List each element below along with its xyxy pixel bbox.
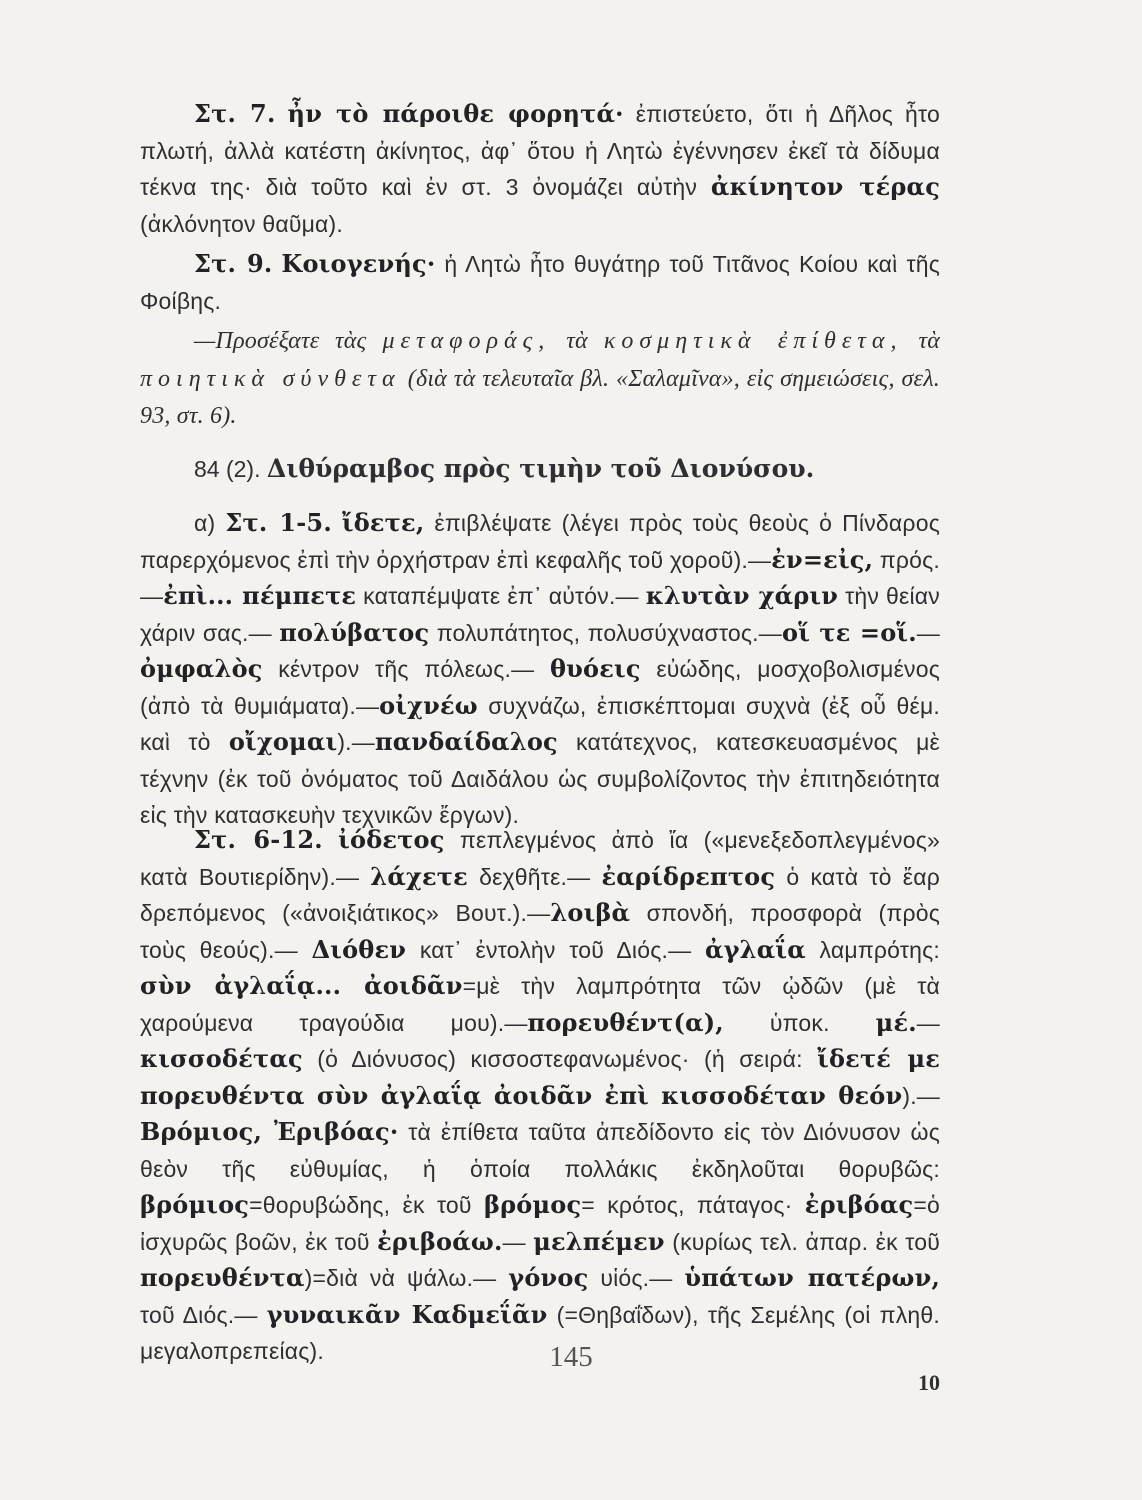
gloss: = κρότος, πάταγος· <box>581 1192 805 1218</box>
note-text: —Προσέξατε τὰς <box>194 328 367 354</box>
lemma: μελπέμεν <box>533 1226 665 1256</box>
gloss: τὰ ἐπίθετα ταῦτα ἀπεδίδοντο εἰς τὸν Διόνυσον ὡς θεὸν τῆς εὐθυμίας, ἡ ὁποία πολλάκις ἐκδηλοῦται θορυβῶς: <box>140 1119 940 1182</box>
emphasis-spaced: κοσμητικὰ ἐπίθετα, <box>603 328 903 354</box>
lemma: ἐν=εἰς, <box>771 544 874 574</box>
gloss: ἐπιβλέψατε (λέγει πρὸς τοὺς θεοὺς ὁ Πίνδαρος παρερχόμενος ἐπὶ τὴν ὀρχήστραν ἐπὶ κεφαλῆς τοῦ χοροῦ).— <box>140 510 940 573</box>
lemma: ἐριβοάω. <box>377 1226 503 1256</box>
lemma: ἐπὶ... πέμπετε <box>163 581 357 610</box>
lemma: λοιβὰ <box>550 898 631 927</box>
lemma: ἴδετέ με πορευθέντα σὺν ἀγλαΐᾳ ἀοιδᾶν ἐπὶ κισσοδέταν θεόν <box>140 1044 941 1110</box>
gloss: =θορυβώδης, ἐκ τοῦ <box>249 1192 484 1218</box>
note-text: (διὰ τὰ τελευταῖα βλ. «Σαλαμῖνα», εἰς σημειώσεις, σελ. 93, στ. 6). <box>140 365 940 429</box>
lemma: ἐριβόας <box>804 1190 914 1219</box>
paragraph-st6-12 <box>140 822 940 1370</box>
section-number: 84 (2). <box>194 456 261 482</box>
gloss: (κυρίως τελ. ἀπαρ. ἐκ τοῦ <box>664 1228 940 1255</box>
gloss: ).— <box>337 729 375 755</box>
gloss: — <box>916 1009 940 1036</box>
verse-ref: Στ. 1-5. <box>225 508 332 537</box>
gloss: ὁ κατὰ τὸ ἔαρ δρεπόμενος («ἀνοιξιάτικος» Βουτ.).— <box>140 863 940 926</box>
lemma: ὀμφαλὸς <box>140 654 263 683</box>
gloss: (ὁ Διόνυσος) κισσοστεφανωμένος· (ἡ σειρά: <box>302 1046 818 1072</box>
lemma: Κοιογενής· <box>281 249 436 278</box>
lemma: πανδαίδαλος <box>374 727 558 756</box>
gloss: (=Θηβαΐδων), τῆς Σεμέλης (οἱ πληθ. μεγαλοπρεπείας). <box>140 1301 941 1364</box>
gloss: ).— <box>902 1082 940 1109</box>
item-marker: α) <box>194 510 216 536</box>
paragraph-note <box>140 322 940 435</box>
gloss: =ὁ ἰσχυρῶς βοῶν, ἐκ τοῦ <box>140 1192 940 1255</box>
gloss: ἐπιστεύετο, ὅτι ἡ Δῆλος ἦτο πλωτή, ἀλλὰ κατέστη ἀκίνητος, ἀφ᾽ ὅτου ἡ Λητὼ ἐγέννησεν ἐκεῖ τὰ δίδυμα τέκνα της· διὰ τοῦτο καὶ ἐν στ. 3 ὀνομάζει αὐτὴν <box>140 101 940 200</box>
emphasis-spaced: ποιητικὰ σύνθετα <box>140 365 401 392</box>
lemma: Διόθεν <box>311 934 407 964</box>
note-text: τὰ <box>918 328 941 354</box>
lemma: πορευθέντ(α), <box>527 1007 724 1037</box>
gloss: κατάτεχνος, κατεσκευασμένος μὲ τέχνην (ἐκ τοῦ ὀνόματος τοῦ Δαιδάλου ὡς συμβολίζοντος τὴν ἐπιτηδειότητα εἰς τὴν κατασκευὴν τεχνικῶν ἔργων). <box>140 729 940 828</box>
section-heading <box>140 451 940 487</box>
paragraph-st1-5 <box>140 505 940 834</box>
lemma: βρόμος <box>483 1190 582 1219</box>
gloss: καταπέμψατε ἐπ᾽ αὐτόν.— <box>356 583 646 609</box>
note-text: τὰ <box>566 328 588 354</box>
lemma: ἀγλαΐα <box>704 934 806 964</box>
gloss: εὐώδης, μοσχοβολισμένος (ἀπὸ τὰ θυμιάματα).— <box>140 656 941 719</box>
gloss: )=διὰ νὰ ψάλω.— <box>304 1265 509 1291</box>
gloss: τοῦ Διός.— <box>140 1301 267 1328</box>
gloss: κατ᾽ ἐντολὴν τοῦ Διός.— <box>406 936 705 963</box>
verse-ref: Στ. 6-12. <box>194 825 323 854</box>
lemma: ὑπάτων πατέρων, <box>684 1263 940 1292</box>
gloss: =μὲ τὴν λαμπρότητα τῶν ᾠδῶν (μὲ τὰ χαρούμενα τραγούδια μου).— <box>140 973 940 1036</box>
lemma: οἴχομαι <box>228 727 338 756</box>
lemma: οἵ τε =οἵ. <box>781 617 917 647</box>
gloss: σπονδή, προσφορὰ (πρὸς τοὺς θεούς).— <box>140 900 941 963</box>
lemma: ἀκίνητον τέρας <box>710 172 941 201</box>
gloss: ὑποκ. <box>723 1009 876 1036</box>
verse-ref: Στ. 7. <box>194 99 276 128</box>
lemma: πολύβατος <box>279 617 430 647</box>
paragraph-st7 <box>140 96 940 242</box>
gloss: — <box>916 619 940 646</box>
emphasis-spaced: μεταφοράς, <box>382 328 551 354</box>
gloss: πρός.— <box>140 546 940 609</box>
section-title: Διθύραμβος πρὸς τιμὴν τοῦ Διονύσου. <box>266 454 815 483</box>
lemma: γυναικᾶν Καδμεΐᾶν <box>266 1299 548 1329</box>
page-number: 145 <box>549 1341 593 1373</box>
gloss: υἱός.— <box>588 1265 685 1291</box>
signature-mark: 10 <box>918 1370 940 1395</box>
lemma: ἰόδετος <box>338 825 445 854</box>
lemma: ἐαρίδρεπτος <box>601 861 776 891</box>
lemma: κισσοδέτας <box>140 1044 303 1073</box>
lemma: λάχετε <box>370 861 468 891</box>
gloss: τὴν θείαν χάριν σας.— <box>140 583 940 646</box>
lemma: θυόεις <box>549 654 641 683</box>
verse-ref: Στ. 9. <box>194 249 273 278</box>
gloss: δεχθῆτε.— <box>467 863 602 890</box>
gloss: ἡ Λητὼ ἦτο θυγάτηρ τοῦ Τιτᾶνος Κοίου καὶ τῆς Φοίβης. <box>140 251 940 314</box>
lemma: σὺν ἀγλαΐᾳ... ἀοιδᾶν <box>140 971 463 1000</box>
gloss: πεπλεγμένος ἀπὸ ἴα («μενεξεδοπλεγμένος» κατὰ Βουτιερίδην).— <box>140 827 940 890</box>
lemma: ἦν τὸ πάροιθε φορητά· <box>287 99 624 128</box>
gloss: κέντρον τῆς πόλεως.— <box>262 656 550 682</box>
lemma: Βρόμιος, Ἐριβόας· <box>140 1117 399 1146</box>
gloss: συχνάζω, ἐπισκέπτομαι συχνὰ (ἐξ οὗ θέμ. καὶ τὸ <box>140 692 941 755</box>
gloss: — <box>502 1228 534 1255</box>
lemma: γόνος <box>508 1263 589 1292</box>
gloss: λαμπρότης: <box>805 936 940 963</box>
paragraph-st9 <box>140 246 940 319</box>
lemma: πορευθέντα <box>140 1263 305 1292</box>
lemma: ἴδετε, <box>341 508 425 537</box>
gloss: πολυπάτητος, πολυσύχναστος.— <box>429 619 782 646</box>
lemma: βρόμιος <box>140 1190 250 1219</box>
lemma: οἰχνέω <box>379 690 478 720</box>
gloss: (ἀκλόνητον θαῦμα). <box>140 210 343 237</box>
lemma: μέ. <box>875 1007 917 1037</box>
lemma: κλυτὰν χάριν <box>645 581 839 610</box>
